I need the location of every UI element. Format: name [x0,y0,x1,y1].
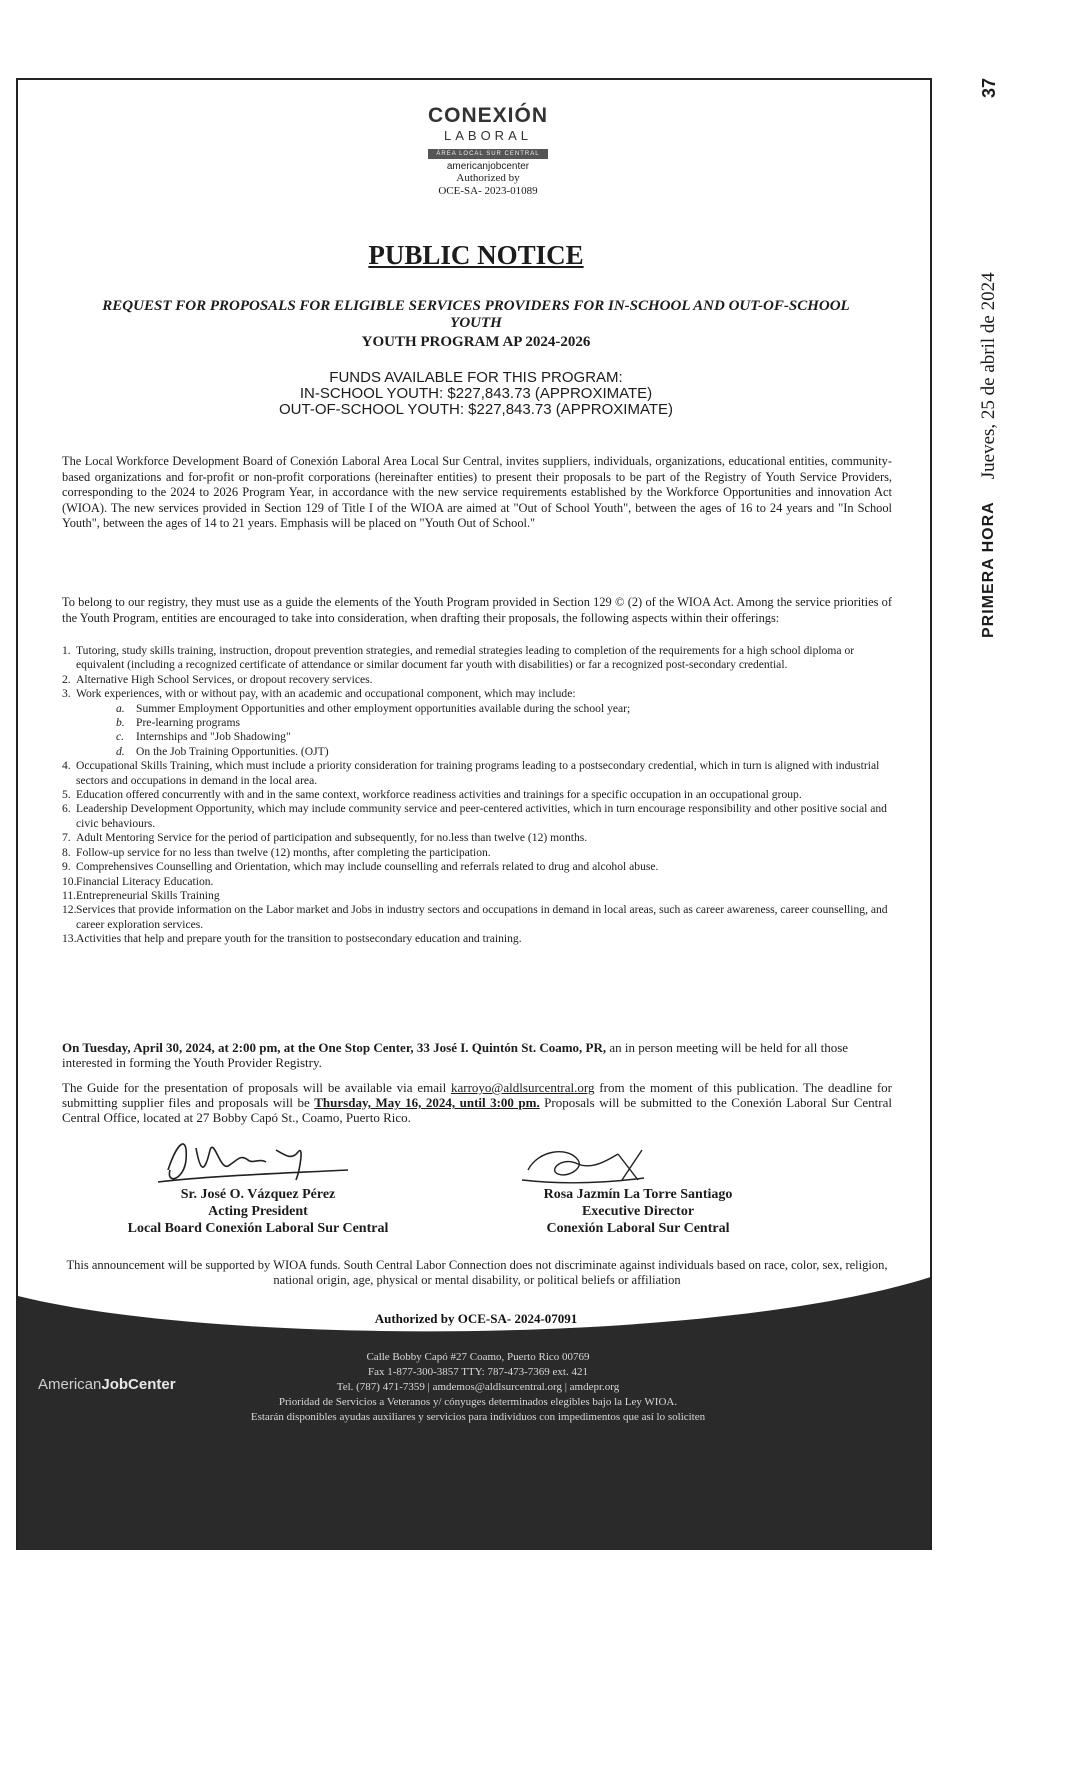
conexion-laboral-logo [418,104,558,198]
american-job-center-logo: AmericanJobCenter [38,1376,176,1393]
list-item: 13. Activities that help and prepare youth for the transition to postsecondary education and training. [62,932,522,946]
signer-org: Local Board Conexión Laboral Sur Central [127,1221,389,1236]
signer-role: Acting President [208,1204,308,1219]
list-item: 7. Adult Mentoring Service for the period of participation and subsequently, for no.less than twelve (12) months. [62,831,588,845]
footer-line: Fax 1-877-300-3857 TTY: 787-473-7369 ext. 421 [368,1366,588,1378]
intro-paragraph: The Local Workforce Development Board of Conexión Laboral Area Local Sur Central, invites suppliers, individuals, organizations, educational entities, community-based organizations and for-profit or non-profit corporations (hereinafter entities) to present their proposals to be part of the Registry of Youth Service Providers, corresponding to the 2024 to 2026 Program Year, in accordance with the new service requirements established by the Workforce Opportunities and innovation Act (WIOA). The new services provided in Section 129 of Title I of the WIOA are aimed at "Out of School Youth", between the ages of 16 to 24 years and "In School Youth", between the ages of 14 to 21 years. Emphasis will be placed on "Youth Out of School." [62,454,892,531]
list-item: 5. Education offered concurrently with and in the same context, workforce readiness activities and trainings for a specific occupation in an occupational group. [62,788,802,802]
rfp-program: YOUTH PROGRAM AP 2024-2026 [361,334,591,350]
notice-page [16,78,932,1550]
footer-contact [198,1350,758,1425]
sublist-item: a. Summer Employment Opportunities and other employment opportunities available during the school year; [116,701,631,715]
list-item: 6. Leadership Development Opportunity, which may include community service and peer-centered activities, which in turn encourage responsibility and other positive social and civic behaviours. [62,802,887,830]
footer-line: Tel. (787) 471-7359 | amdemos@aldlsurcentral.org | amdepr.org [336,1381,620,1393]
signer-name: Rosa Jazmín La Torre Santiago [543,1187,733,1202]
meeting-notice [62,1040,892,1070]
page-title: PUBLIC NOTICE [368,240,584,270]
registry-paragraph: To belong to our registry, they must use as a guide the elements of the Youth Program provided in Section 129 © (2) of the WIOA Act. Among the service priorities of the Youth Program, entities are encouraged to take into consideration, when drafting their proposals, the following aspects within their offerings: [62,595,892,625]
sublist-item: c. Internships and "Job Shadowing" [116,730,291,744]
publication-name: PRIMERA HORA [980,501,997,638]
signature-block-president [108,1186,408,1237]
list-item: 4. Occupational Skills Training, which must include a priority consideration for training programs leading to a postsecondary credential, which in turn is aligned with industrial sectors and occupations in demand in the local area. [62,759,880,787]
meeting-rest: an in person meeting will be held for all those interested in forming the Youth Provider Registry. [62,1040,849,1070]
logo-sub: LABORAL [444,128,532,143]
signature-left-scribble [148,1130,358,1192]
funds-heading: FUNDS AVAILABLE FOR THIS PROGRAM: [329,369,623,386]
publication-date: Jueves, 25 de abril de 2024 [978,272,999,480]
work-experience-sublist [76,702,894,760]
meeting-lead: On Tuesday, April 30, 2024, at 2:00 pm, at the One Stop Center, 33 José I. Quintón St. Coamo, PR, [62,1040,607,1055]
deadline: Thursday, May 16, 2024, until 3:00 pm. [314,1095,540,1110]
signer-role: Executive Director [581,1204,695,1219]
list-item: 2. Alternative High School Services, or dropout recovery services. [62,672,373,686]
signer-name: Sr. José O. Vázquez Pérez [180,1187,336,1202]
footer-line: Prioridad de Servicios a Veteranos y/ cónyuges determinados elegibles bajo la Ley WIOA. [278,1396,678,1408]
page-number: 37 [978,78,999,99]
logo-ajc: americanjobcenter [446,161,530,172]
funds-in-school: IN-SCHOOL YOUTH: $227,843.73 (APPROXIMATE) [299,385,653,402]
list-item: 12. Services that provide information on the Labor market and Jobs in industry sectors and occupations in demand in local areas, such as career awareness, career counselling, and career exploration services. [62,903,888,931]
side-header [978,78,1000,638]
footer-line: Estarán disponibles ayudas auxiliares y servicios para individuos con impedimentos que así lo soliciten [250,1411,706,1423]
funds-out-school: OUT-OF-SCHOOL YOUTH: $227,843.73 (APPROXIMATE) [279,401,673,418]
non-discrimination-disclaimer: This announcement will be supported by WIOA funds. South Central Labor Connection does not discriminate against individuals based on race, color, sex, religion, national origin, age, physical or mental disability, or political beliefs or affiliation [66,1258,888,1287]
signature-block-director [478,1186,798,1237]
list-item: 1. Tutoring, study skills training, instruction, dropout prevention strategies, and remedial strategies leading to completion of the requirements for a high school diploma or equivalent (including a recognized certificate of attendance or similar document far youth with disabilities) or far a recognized post-secondary credential. [62,644,855,672]
side-strip [934,78,999,638]
service-list [62,644,894,947]
logo-bar: ÁREA LOCAL SUR CENTRAL [428,149,548,159]
signer-org: Conexión Laboral Sur Central [546,1221,730,1236]
funds-block [18,370,932,418]
logo-auth-line1: Authorized by [456,172,520,184]
rfp-heading: REQUEST FOR PROPOSALS FOR ELIGIBLE SERVICES PROVIDERS FOR IN-SCHOOL AND OUT-OF-SCHOOL YOUTH [102,298,850,331]
footer-line: Calle Bobby Capó #27 Coamo, Puerto Rico 00769 [366,1351,590,1363]
sublist-item: b. Pre-learning programs [116,716,240,730]
contact-email-link[interactable]: karroyo@aldlsurcentral.org [451,1080,595,1095]
list-item: 8. Follow-up service for no less than twelve (12) months, after completing the participation. [62,845,491,859]
logo-brand: CONEXIÓN [427,104,548,127]
signature-right-scribble [518,1140,648,1190]
list-item: 3. Work experiences, with or without pay, with an academic and occupational component, which may include: a. Summer Employment Opportunities and other employment opportunities available during the school year; b. Pre-learning programs c. Internships and "Job Shadowing" d. On the Job Training Opportunities. (OJT) [62,687,894,759]
guide-paragraph: The Guide for the presentation of proposals will be available via email karroyo@aldlsurcentral.org from the moment of this publication. The deadline for submitting supplier files and proposals will be Thursday, May 16, 2024, until 3:00 pm. Proposals will be submitted to the Conexión Laboral Sur Central Central Office, located at 27 Bobby Capó St., Coamo, Puerto Rico. [62,1080,892,1125]
footer-authorization: Authorized by OCE-SA- 2024-07091 [374,1311,578,1326]
sublist-item: d. On the Job Training Opportunities. (OJT) [116,744,329,758]
logo-auth-line2: OCE-SA- 2023-01089 [438,185,538,197]
list-item: 11. Entrepreneurial Skills Training [62,888,220,902]
list-item: 9. Comprehensives Counselling and Orientation, which may include counselling and referrals related to drug and alcohol abuse. [62,860,659,874]
list-item: 10. Financial Literacy Education. [62,874,214,888]
